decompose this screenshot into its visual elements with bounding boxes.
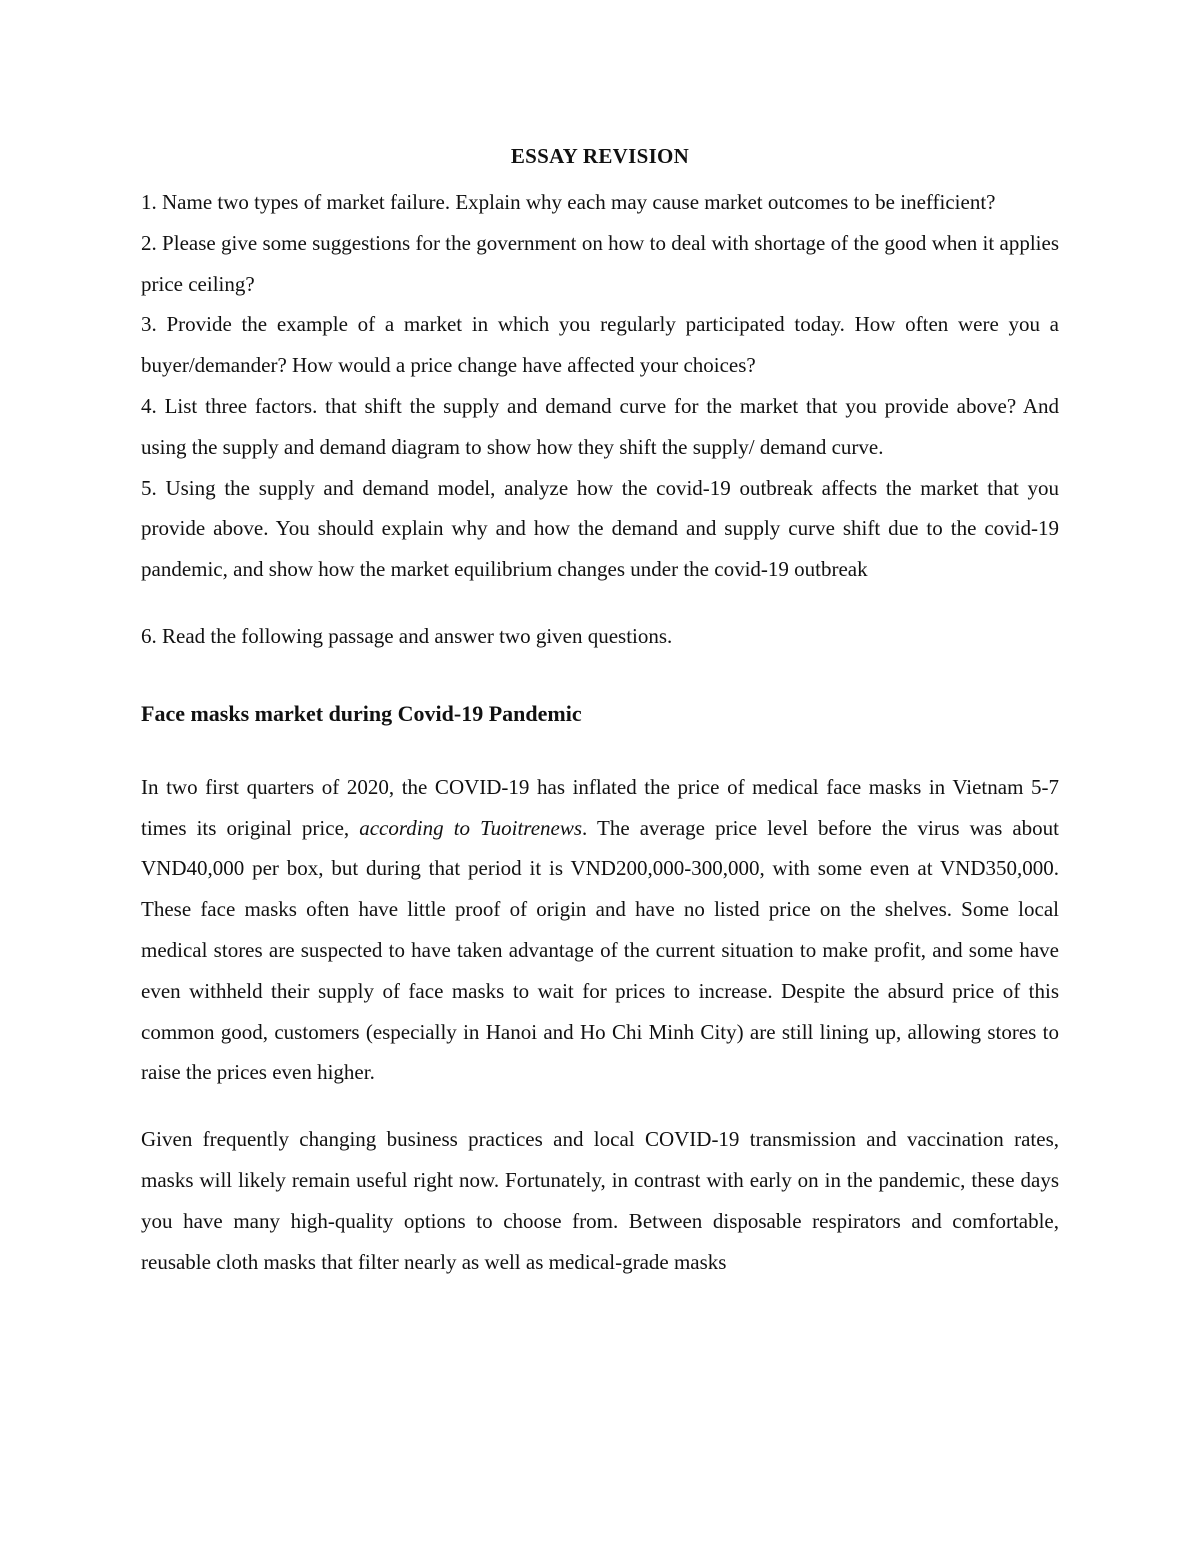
question-6: 6. Read the following passage and answer two given questions.: [141, 623, 673, 648]
passage-paragraph-1-rest: . The average price level before the virus was about VND40,000 per box, but during that period it is VND200,000-300,000, with some even at VND350,000. These face masks often have little proof of origin and have no listed price on the shelves. Some local medical stores are suspected to have taken advantage of the current situation to make profit, and some have even withheld their supply of face masks to wait for prices to increase. Despite the absurd price of this common good, customers (especially in Hanoi and Ho Chi Minh City) are still lining up, allowing stores to raise the prices even higher.: [141, 815, 1060, 1085]
document-title: ESSAY REVISION: [510, 144, 690, 168]
question-4: 4. List three factors. that shift the supply and demand curve for the market that you provide above? And using the supply and demand diagram to show how they shift the supply/ demand curve.: [141, 393, 1059, 459]
question-1: 1. Name two types of market failure. Explain why each may cause market outcomes to be inefficient?: [141, 190, 996, 214]
question-3: 3. Provide the example of a market in which you regularly participated today. How often were you a buyer/demander? How would a price change have affected your choices?: [141, 312, 1059, 378]
passage-heading: Face masks market during Covid-19 Pandemic: [141, 700, 582, 726]
question-5: 5. Using the supply and demand model, analyze how the covid-19 outbreak affects the market that you provide above. You should explain why and how the demand and supply curve shift due to the covid-19 pandemic, and show how the market equilibrium changes under the covid-19 outbreak: [141, 475, 1059, 582]
passage-paragraph-2: Given frequently changing business practices and local COVID-19 transmission and vaccination rates, masks will likely remain useful right now. Fortunately, in contrast with early on in the pandemic, these days you have many high-quality options to choose from. Between disposable respirators and comfortable, reusable cloth masks that filter nearly as well as medical-grade masks: [141, 1127, 1059, 1274]
passage-paragraph-1: [141, 767, 1059, 1093]
passage-paragraph-1-start: In two first quarters of 2020, the COVID-19 has inflated the price of medical face masks in Vietnam 5-7 times its original price,: [141, 774, 1059, 840]
document-page: [141, 142, 1059, 1282]
question-2: 2. Please give some suggestions for the government on how to deal with shortage of the good when it applies price ceiling?: [141, 230, 1059, 296]
source-citation: according to Tuoitrenews: [359, 815, 583, 840]
